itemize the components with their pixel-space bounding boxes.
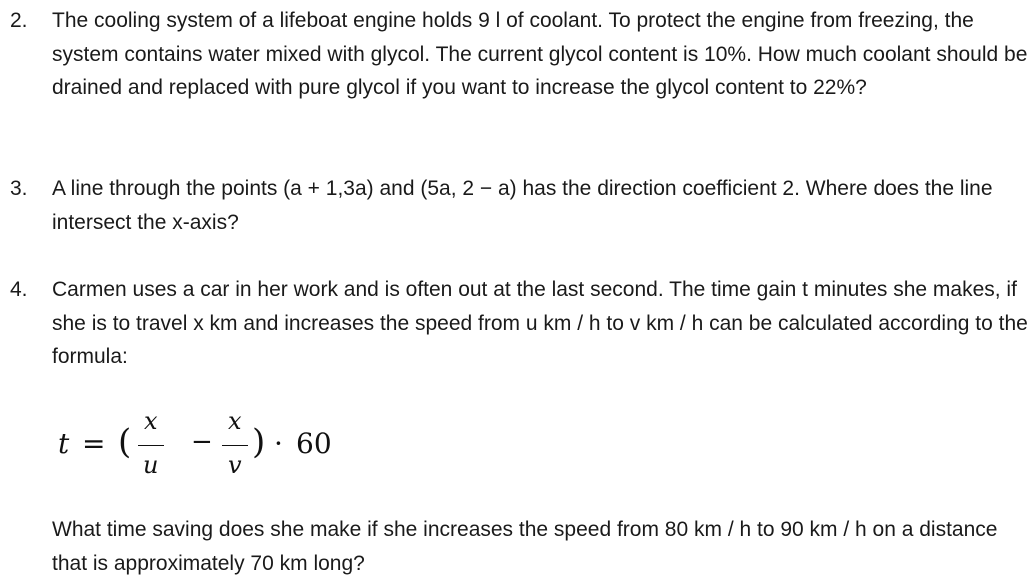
problem-3: [10, 172, 1030, 239]
problem-text: Carmen uses a car in her work and is often out at the last second. The time gain t minutes she makes, if she is to travel x km and increases the speed from u km / h to v km / h can be calculated according to the formula:: [52, 278, 1028, 368]
formula-equals: =: [82, 427, 106, 460]
formula-open-paren: (: [118, 422, 132, 462]
time-gain-formula: [58, 405, 358, 495]
formula-lhs: t: [58, 427, 70, 460]
formula-dot: ·: [274, 427, 283, 460]
problem-text: A line through the points (a + 1,3a) and (5a, 2 − a) has the direction coefficient 2. Where does the line intersect the x-axis?: [52, 177, 993, 234]
formula-factor: 60: [296, 427, 332, 460]
formula-minus: −: [191, 427, 213, 457]
problem-2: [10, 4, 1030, 105]
problem-text: The cooling system of a lifeboat engine holds 9 l of coolant. To protect the engine from freezing, the system contains water mixed with glycol. The current glycol content is 10%. How much coolant should be drained and replaced with pure glycol if you want to increase the glycol content to 22%?: [52, 9, 1028, 99]
formula-frac2-bar: [222, 445, 248, 446]
formula-close-paren: ): [252, 422, 266, 462]
problem-number: 3.: [10, 177, 28, 200]
problem-number: 2.: [10, 9, 28, 32]
formula-frac1-denominator: u: [143, 451, 159, 479]
formula-frac2-numerator: x: [228, 407, 242, 435]
problem-4-question: What time saving does she make if she increases the speed from 80 km / h to 90 km / h on a distance that is approximately 70 km long?: [52, 518, 998, 575]
problem-number: 4.: [10, 278, 28, 301]
formula-frac2-denominator: v: [228, 451, 242, 479]
formula-frac1-bar: [138, 445, 164, 446]
problem-4: [10, 273, 1030, 374]
formula-frac1-numerator: x: [144, 407, 158, 435]
